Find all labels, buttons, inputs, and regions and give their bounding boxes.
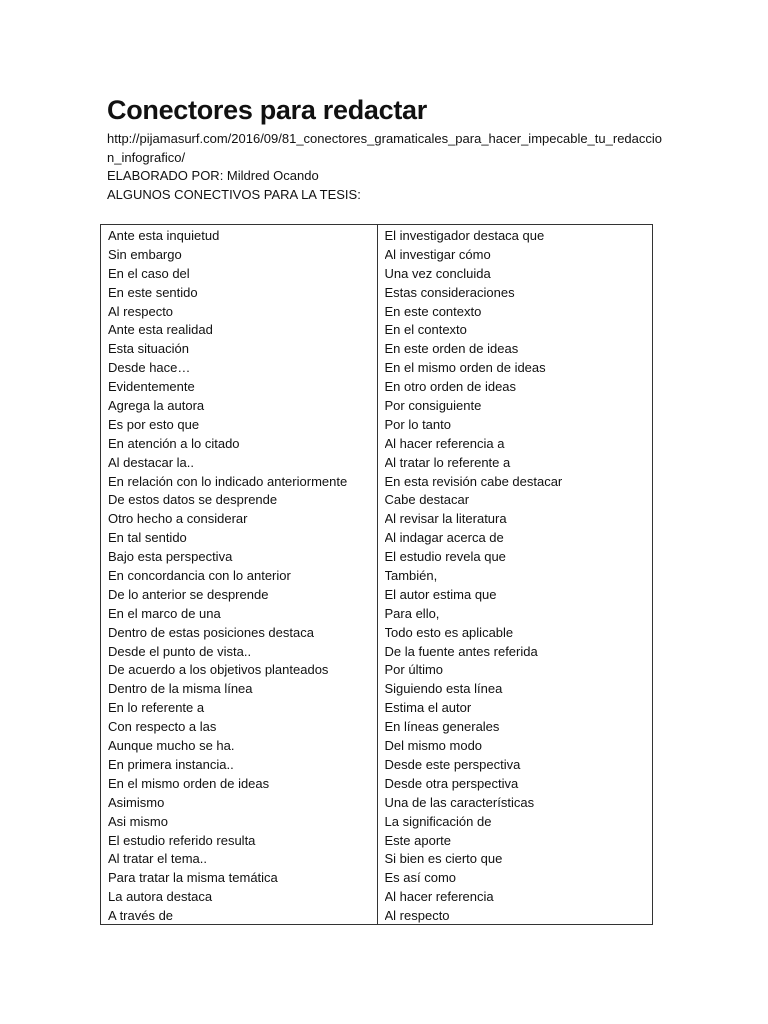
connector-item: En este contexto	[384, 303, 482, 319]
connector-item: En el caso del	[108, 265, 190, 281]
connector-item: Para ello,	[384, 605, 440, 621]
connector-item: De la fuente antes referida	[384, 643, 538, 659]
connector-item: Del mismo modo	[384, 738, 483, 754]
document-meta	[107, 130, 667, 204]
connector-item: Desde otra perspectiva	[384, 775, 519, 791]
document-title: Conectores para redactar	[107, 95, 427, 125]
connector-item: En el marco de una	[108, 605, 221, 621]
connector-item: Es así como	[384, 870, 457, 886]
connector-item: En otro orden de ideas	[384, 379, 517, 395]
connector-item: Al tratar lo referente a	[384, 454, 511, 470]
connectors-column-left	[101, 225, 378, 924]
connector-item: De acuerdo a los objetivos planteados	[108, 662, 329, 678]
connector-item: En lo referente a	[108, 700, 205, 716]
connector-item: Una vez concluida	[384, 265, 491, 281]
connector-item: Al indagar acerca de	[384, 530, 504, 546]
connector-item: También,	[384, 568, 438, 584]
connector-item: Evidentemente	[108, 379, 195, 395]
connector-item: En relación con lo indicado anteriormente	[108, 473, 348, 489]
connector-item: Por consiguiente	[384, 398, 482, 414]
connector-item: Estas consideraciones	[384, 284, 515, 300]
connector-item: Al investigar cómo	[384, 246, 491, 262]
connector-item: Siguiendo esta línea	[384, 681, 503, 697]
connector-item: Una de las características	[384, 794, 535, 810]
connector-item: Si bien es cierto que	[384, 851, 503, 867]
connector-item: En primera instancia..	[108, 756, 234, 772]
connector-item: Dentro de estas posiciones destaca	[108, 624, 314, 640]
connector-item: Esta situación	[108, 341, 189, 357]
connector-item: De lo anterior se desprende	[108, 586, 269, 602]
connector-item: Dentro de la misma línea	[108, 681, 253, 697]
connector-item: El estudio referido resulta	[108, 832, 256, 848]
connector-item: Desde hace…	[108, 360, 191, 376]
connector-item: En esta revisión cabe destacar	[384, 473, 563, 489]
connector-item: En atención a lo citado	[108, 435, 240, 451]
connector-item: Cabe destacar	[384, 492, 470, 508]
connector-item: En este sentido	[108, 284, 198, 300]
connectors-table	[100, 224, 653, 925]
author-line: ELABORADO POR: Mildred Ocando	[107, 168, 319, 184]
connector-item: Asimismo	[108, 794, 165, 810]
connector-item: Al respecto	[108, 303, 174, 319]
connector-item: En líneas generales	[384, 719, 500, 735]
connector-item: En el mismo orden de ideas	[108, 775, 270, 791]
connector-item: Todo esto es aplicable	[384, 624, 514, 640]
connector-item: Agrega la autora	[108, 398, 205, 414]
connector-item: En tal sentido	[108, 530, 187, 546]
connector-item: El autor estima que	[384, 586, 497, 602]
connector-item: La significación de	[384, 813, 492, 829]
connector-item: Asi mismo	[108, 813, 168, 829]
connector-item: La autora destaca	[108, 889, 213, 905]
connector-item: Desde este perspectiva	[384, 756, 521, 772]
source-url: http://pijamasurf.com/2016/09/81_conectores_gramaticales_para_hacer_impecable_tu_redaccion_infografico/	[107, 131, 663, 165]
connectors-column-right	[378, 225, 653, 924]
connector-item: Este aporte	[384, 832, 451, 848]
connector-item: Bajo esta perspectiva	[108, 549, 233, 565]
connector-item: Al revisar la literatura	[384, 511, 507, 527]
connector-item: En concordancia con lo anterior	[108, 568, 291, 584]
section-heading: ALGUNOS CONECTIVOS PARA LA TESIS:	[107, 186, 361, 202]
connector-item: Sin embargo	[108, 246, 182, 262]
connector-item: En el contexto	[384, 322, 467, 338]
connector-item: Al respecto	[384, 908, 450, 924]
connector-item: De estos datos se desprende	[108, 492, 278, 508]
connector-item: Estima el autor	[384, 700, 472, 716]
connector-item: Por lo tanto	[384, 416, 451, 432]
connector-item: Desde el punto de vista..	[108, 643, 252, 659]
connector-item: El estudio revela que	[384, 549, 506, 565]
connector-item: Por último	[384, 662, 444, 678]
connector-item: A través de	[108, 908, 174, 924]
connector-item: Al hacer referencia	[384, 889, 494, 905]
connector-item: Para tratar la misma temática	[108, 870, 278, 886]
connector-item: Aunque mucho se ha.	[108, 738, 235, 754]
connector-item: Con respecto a las	[108, 719, 217, 735]
connector-item: En el mismo orden de ideas	[384, 360, 546, 376]
connector-item: Es por esto que	[108, 416, 200, 432]
connector-item: Ante esta realidad	[108, 322, 213, 338]
connector-item: Al hacer referencia a	[384, 435, 505, 451]
connector-item: Al destacar la..	[108, 454, 194, 470]
connector-item: En este orden de ideas	[384, 341, 519, 357]
connector-item: Otro hecho a considerar	[108, 511, 248, 527]
connector-item: El investigador destaca que	[384, 228, 545, 243]
connector-item: Ante esta inquietud	[108, 228, 220, 243]
connector-item: Al tratar el tema..	[108, 851, 207, 867]
